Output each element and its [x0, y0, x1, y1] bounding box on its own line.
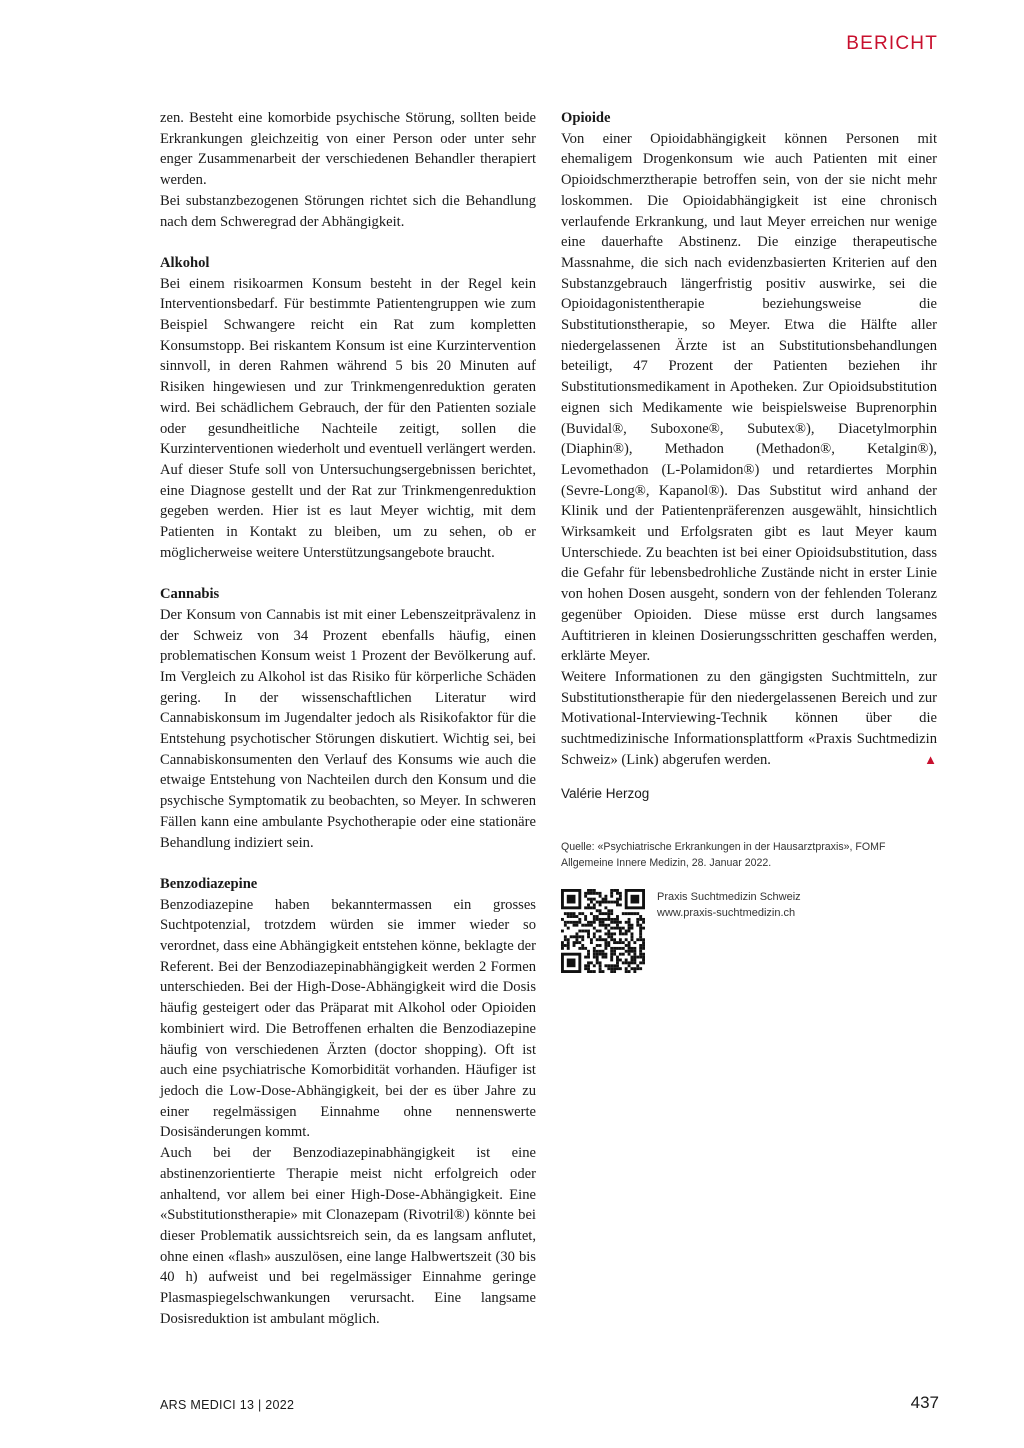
heading-alkohol: Alkohol — [160, 254, 210, 271]
page-number: 437 — [910, 1393, 939, 1412]
section-tag: BERICHT — [846, 33, 938, 54]
paragraph: Von einer Opioidabhängigkeit können Personen mit ehemaligem Drogenkonsum wie auch Patienten mit einer Opioidschmerztherapie betroffen sein, von der sie nicht mehr loskommen. Die Opioidabhängigkeit ist eine chronisch verlaufende Erkrankung, und laut Meyer erreichen nur wenige eine dauerhafte Abstinenz. Die einzige therapeutische Massnahme, die sich nach evidenzbasierten Kriterien auf den Substanzgebrauch längerfristig positiv auswirke, sei die Opioidagonistentherapie beziehungsweise die Substitutionstherapie, so Meyer. Etwa die Hälfte aller niedergelassenen Ärzte ist an Substitutionsbehandlungen beteiligt, 47 Prozent der Patienten beziehen ihr Substitutionsmedikament in Apotheken. Zur Opioidsubstitution eignen sich Medikamente wie beispielsweise Buprenorphin (Buvidal®, Suboxone®, Subutex®), Diacetylmorphin (Diaphin®), Methadon (Methadon®, Ketalgin®), Levomethadon (L-Polamidon®) und retardiertes Morphin (Sevre-Long®, Kapanol®). Das Substitut wird anhand der Klinik und der Patientenpräferenzen ausgewählt, hinsichtlich Wirksamkeit und Erfolgsraten gibt es laut Meyer kaum Unterschiede. Zu beachten ist bei einer Opioidsubstitution, dass die Gefahr für lebensbedrohliche Zustände nicht in erster Linie von hohen Dosen ausgeht, sondern von der fehlenden Toleranz gegenüber Opioiden. Diese müsse erst durch langsames Auftitrieren in kleinen Dosierungsschritten geschaffen werden, erklärte Meyer. — [561, 130, 937, 665]
qr-caption — [657, 889, 801, 921]
author: Valérie Herzog — [561, 785, 650, 801]
qr-caption-url[interactable]: www.praxis-suchtmedizin.ch — [657, 907, 796, 919]
source-citation: Quelle: «Psychiatrische Erkrankungen in der Hausarztpraxis», FOMF Allgemeine Innere Medizin, 28. Januar 2022. — [561, 840, 886, 869]
qr-caption-title: Praxis Suchtmedizin Schweiz — [657, 891, 801, 903]
footer-publication: ARS MEDICI 13 | 2022 — [160, 1398, 295, 1412]
paragraph: Bei substanzbezogenen Störungen richtet sich die Behandlung nach dem Schweregrad der Abhängigkeit. — [160, 192, 536, 230]
end-mark-icon: ▲ — [924, 751, 937, 767]
paragraph: Auch bei der Benzodiazepinabhängigkeit ist eine abstinenzorientierte Therapie meist nicht erfolgreich oder anhaltend, vor allem bei einer High-Dose-Abhängigkeit. Eine «Substitutionstherapie» mit Clonazepam (Rivotril®) könnte bei dieser Problematik aussichtsreich sein, da es langsam anflutet, ohne einen «flash» auszulösen, eine lange Halbwertszeit (30 bis 40 h) aufweist und bei regelmässiger Einnahme geringe Plasmaspiegelschwankungen verursacht. Eine langsame Dosisreduktion ist ambulant möglich. — [160, 1145, 536, 1327]
right-column — [561, 108, 937, 872]
paragraph: Benzodiazepine haben bekanntermassen ein grosses Suchtpotenzial, trotzdem würden sie immer wieder so verordnet, dass eine Abhängigkeit entstehen könne, beklagte der Referent. Bei der Benzodiazepinabhängigkeit werden 2 Formen unterschieden. Bei der High-Dose-Abhängigkeit wird die Dosis häufig gesteigert oder das Präparat mit Alkohol oder Opioiden kombiniert wird. Die Betroffenen erhalten die Benzodiazepine häufig von verschiedenen Ärzten (doctor shopping). Oft ist auch eine psychiatrische Komorbidität vorhanden. Häufiger ist jedoch die Low-Dose-Abhängigkeit, bei der es über Jahre zu einer regelmässigen Einnahme ohne nennenswerte Dosisänderungen kommt. — [160, 896, 536, 1141]
paragraph: Bei einem risikoarmen Konsum besteht in der Regel kein Interventionsbedarf. Für bestimmte Patientengruppen wie zum Beispiel Schwangere reicht ein Rat zum kompletten Konsumstopp. Bei riskantem Konsum ist eine Kurzintervention sinnvoll, in deren Rahmen während 5 bis 20 Minuten auf Risiken hingewiesen und zur Trinkmengenreduktion geraten wird. Bei schädlichem Gebrauch, der für den Patienten soziale oder gesundheitliche Nachteile zeitigt, sollen die Kurzinterventionen wiederholt und eventuell verlängert werden. Auf dieser Stufe soll von Untersuchungsergebnissen berichtet, eine Diagnose gestellt und der Rat zur Trinkmengenreduktion gegeben werden. Hier ist es laut Meyer wichtig, mit dem Patienten in Kontakt zu bleiben, um zu sehen, ob er möglicherweise weitere Unterstützungsangebote braucht. — [160, 275, 536, 561]
paragraph-text: Weitere Informationen zu den gängigsten Suchtmitteln, zur Substitutionstherapie für den niedergelassenen Bereich und zur Motivational-Interviewing-Technik können über die suchtmedizinische Informationsplattform «Praxis Suchtmedizin Schweiz» (Link) abgerufen werden. — [561, 668, 937, 768]
paragraph: zen. Besteht eine komorbide psychische Störung, sollten beide Erkrankungen gleichzeitig von einer Person oder unter sehr enger Zusammenarbeit der verschiedenen Behandler therapiert werden. — [160, 110, 536, 189]
qr-block — [561, 889, 941, 979]
qr-code-icon[interactable] — [561, 889, 645, 973]
heading-cannabis: Cannabis — [160, 586, 220, 603]
paragraph: Der Konsum von Cannabis ist mit einer Lebenszeitprävalenz in der Schweiz von 34 Prozent ebenfalls häufig, einen problematischen Konsum weist 1 Prozent der Bevölkerung auf. Im Vergleich zu Alkohol ist das Risiko für körperliche Schäden gering. In der wissenschaftlichen Literatur wird Cannabiskonsum im Jugendalter jedoch als Risikofaktor für die Entstehung psychotischer Störungen diskutiert. Wichtig sei, bei Cannabiskonsumenten den Verlauf des Konsums wie auch die etwaige Entstehung von Nachteilen durch den Konsum und die psychische Symptomatik zu beobachten, so Meyer. In schweren Fällen kann eine ambulante Psychotherapie oder eine stationäre Behandlung indiziert sein. — [160, 606, 536, 851]
heading-benzodiazepine: Benzodiazepine — [160, 875, 258, 892]
paragraph — [561, 667, 937, 771]
heading-opioide: Opioide — [561, 110, 611, 126]
left-column — [160, 108, 536, 1329]
